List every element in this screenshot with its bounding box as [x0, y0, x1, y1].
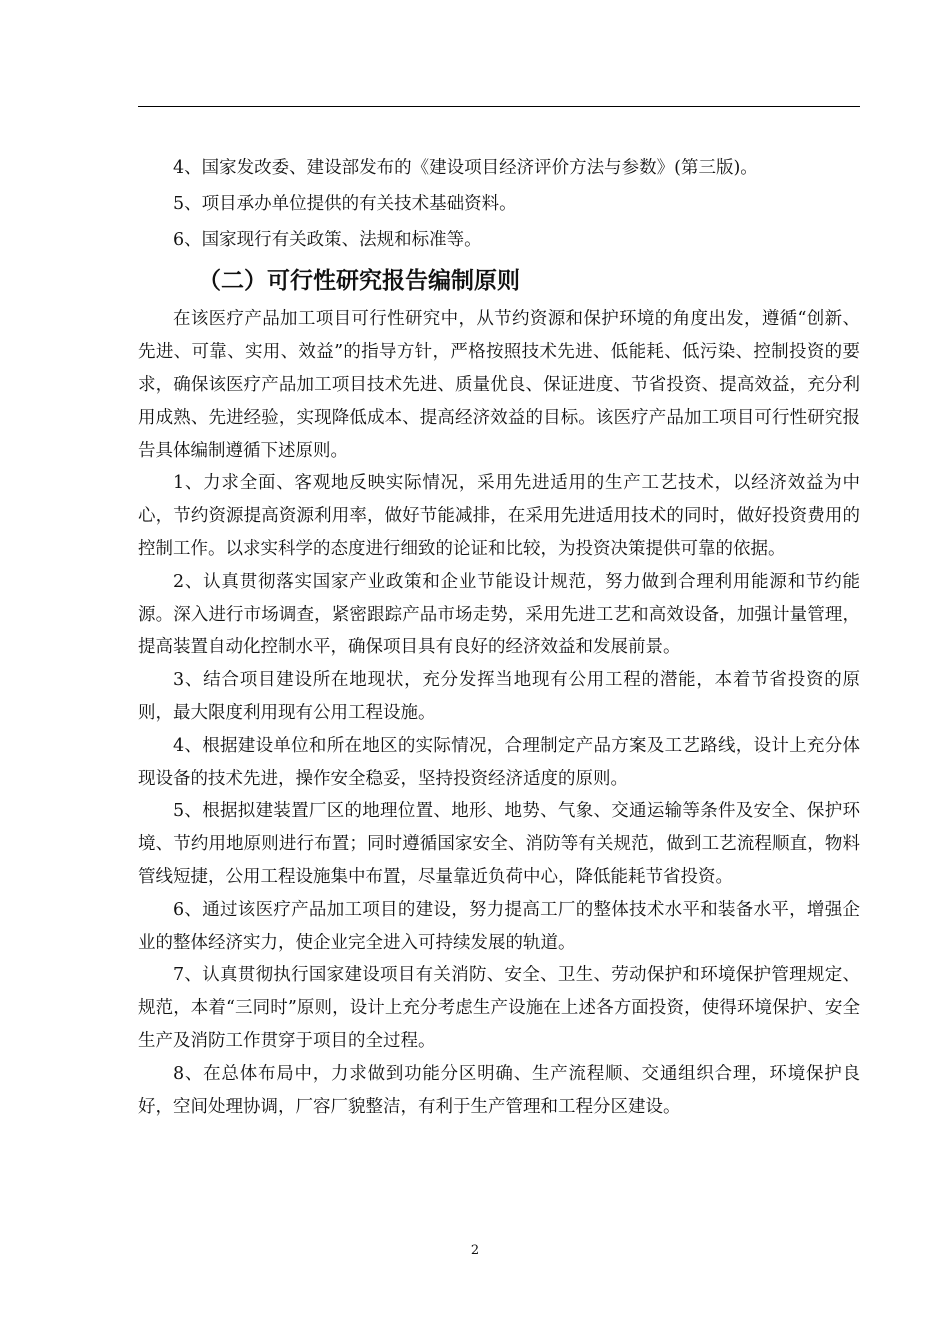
reference-item-5: 5、项目承办单位提供的有关技术基础资料。: [173, 193, 517, 214]
principle-2: 2、认真贯彻落实国家产业政策和企业节能设计规范，努力做到合理利用能源和节约能源。深入进行市场调查，紧密跟踪产品市场走势，采用先进工艺和高效设备，加强计量管理，提高装置自动化控制水平，确保项目具有良好的经济效益和发展前景。: [138, 571, 860, 658]
principle-8: 8、在总体布局中，力求做到功能分区明确、生产流程顺、交通组织合理，环境保护良好，空间处理协调，厂容厂貌整洁，有利于生产管理和工程分区建设。: [138, 1063, 860, 1117]
header-rule: [138, 106, 860, 107]
principle-7: 7、认真贯彻执行国家建设项目有关消防、安全、卫生、劳动保护和环境保护管理规定、规范，本着“三同时”原则，设计上充分考虑生产设施在上述各方面投资，使得环境保护、安全生产及消防工作贯穿于项目的全过程。: [138, 965, 860, 1051]
reference-item-4: 4、国家发改委、建设部发布的《建设项目经济评价方法与参数》(第三版)。: [173, 158, 758, 178]
page-number: 2: [470, 1243, 480, 1258]
reference-item-6: 6、国家现行有关政策、法规和标准等。: [173, 229, 482, 250]
principle-3: 3、结合项目建设所在地现状，充分发挥当地现有公用工程的潜能，本着节省投资的原则，最大限度利用现有公用工程设施。: [138, 670, 860, 723]
principle-4: 4、根据建设单位和所在地区的实际情况，合理制定产品方案及工艺路线，设计上充分体现设备的技术先进，操作安全稳妥，坚持投资经济适度的原则。: [138, 735, 860, 789]
intro-paragraph: 在该医疗产品加工项目可行性研究中，从节约资源和保护环境的角度出发，遵循“创新、先进、可靠、实用、效益”的指导方针，严格按照技术先进、低能耗、低污染、控制投资的要求，确保该医疗产品加工项目技术先进、质量优良、保证进度、节省投资、提高效益，充分利用成熟、先进经验，实现降低成本、提高经济效益的目标。该医疗产品加工项目可行性研究报告具体编制遵循下述原则。: [138, 309, 860, 461]
principle-5: 5、根据拟建装置厂区的地理位置、地形、地势、气象、交通运输等条件及安全、保护环境、节约用地原则进行布置；同时遵循国家安全、消防等有关规范，做到工艺流程顺直，物料管线短捷，公用工程设施集中布置，尽量靠近负荷中心，降低能耗节省投资。: [138, 801, 860, 887]
page-content: [138, 152, 860, 1123]
principle-1: 1、力求全面、客观地反映实际情况，采用先进适用的生产工艺技术，以经济效益为中心，节约资源提高资源利用率，做好节能减排，在采用先进适用技术的同时，做好投资费用的控制工作。以求实科学的态度进行细致的论证和比较，为投资决策提供可靠的依据。: [138, 473, 860, 559]
principle-6: 6、通过该医疗产品加工项目的建设，努力提高工厂的整体技术水平和装备水平，增强企业的整体经济实力，使企业完全进入可持续发展的轨道。: [138, 899, 860, 953]
section-heading: （二）可行性研究报告编制原则: [198, 268, 520, 295]
